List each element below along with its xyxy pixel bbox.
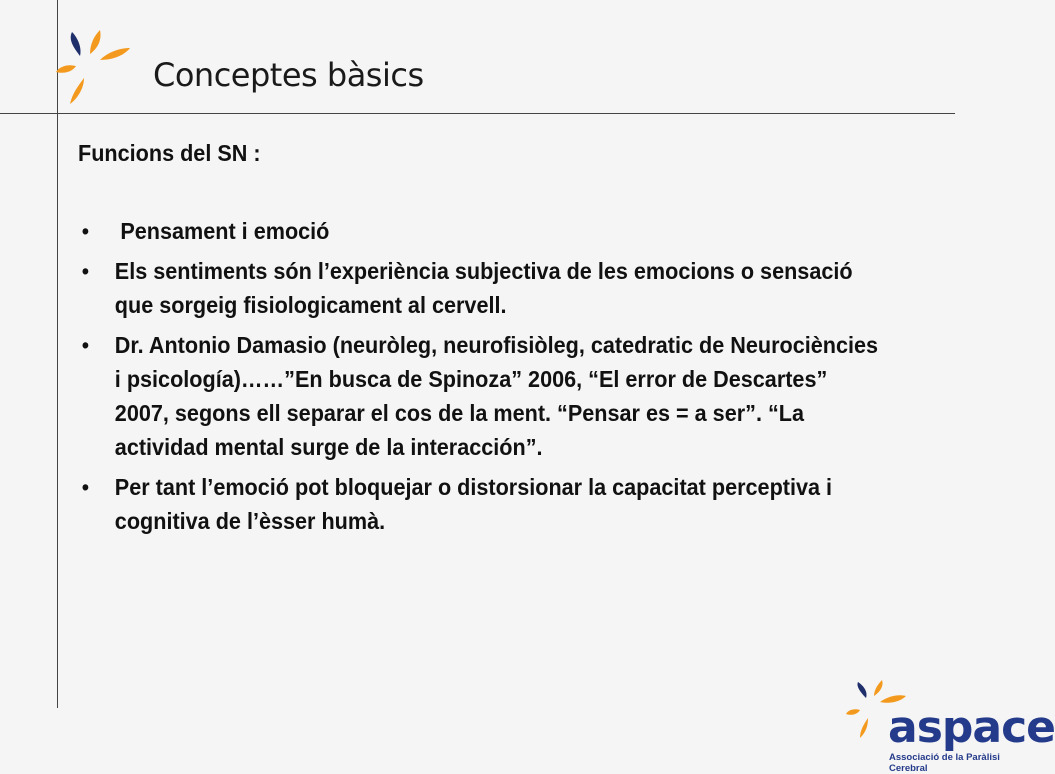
list-item <box>78 328 878 464</box>
logo-brand-text: aspace <box>888 702 1055 753</box>
bullet-icon: • <box>81 258 90 284</box>
bullet-icon: • <box>81 332 90 358</box>
list-item-text: Pensament i emoció <box>120 218 330 244</box>
slide-title: Conceptes bàsics <box>153 56 424 94</box>
bullet-icon: • <box>81 218 90 244</box>
list-item-text: Els sentiments són l’experiència subjectiva de les emocions o sensació que sorgeig fisiologicament al cervell. <box>114 258 853 318</box>
list-item-text: Per tant l’emoció pot bloquejar o distorsionar la capacitat perceptiva i cognitiva de l’èsser humà. <box>114 474 833 534</box>
horizontal-divider <box>0 113 955 114</box>
section-heading: Funcions del SN : <box>78 140 261 166</box>
list-item-text: Dr. Antonio Damasio (neuròleg, neurofisiòleg, catedratic de Neurociències i psicología)……”En busca de Spinoza” 2006, “El error de Descartes” 2007, segons ell separar el cos de la ment. “Pensar es = a ser”. “La actividad mental surge de la interacción”. <box>114 332 879 460</box>
bullet-icon: • <box>81 474 90 500</box>
list-item <box>78 214 878 248</box>
bullet-list <box>78 214 878 538</box>
logo-tagline: Associació de la Paràlisi Cerebral <box>889 752 1000 774</box>
sunburst-icon <box>50 26 150 110</box>
slide-content <box>78 136 878 544</box>
list-item <box>78 254 878 322</box>
list-item <box>78 470 878 538</box>
